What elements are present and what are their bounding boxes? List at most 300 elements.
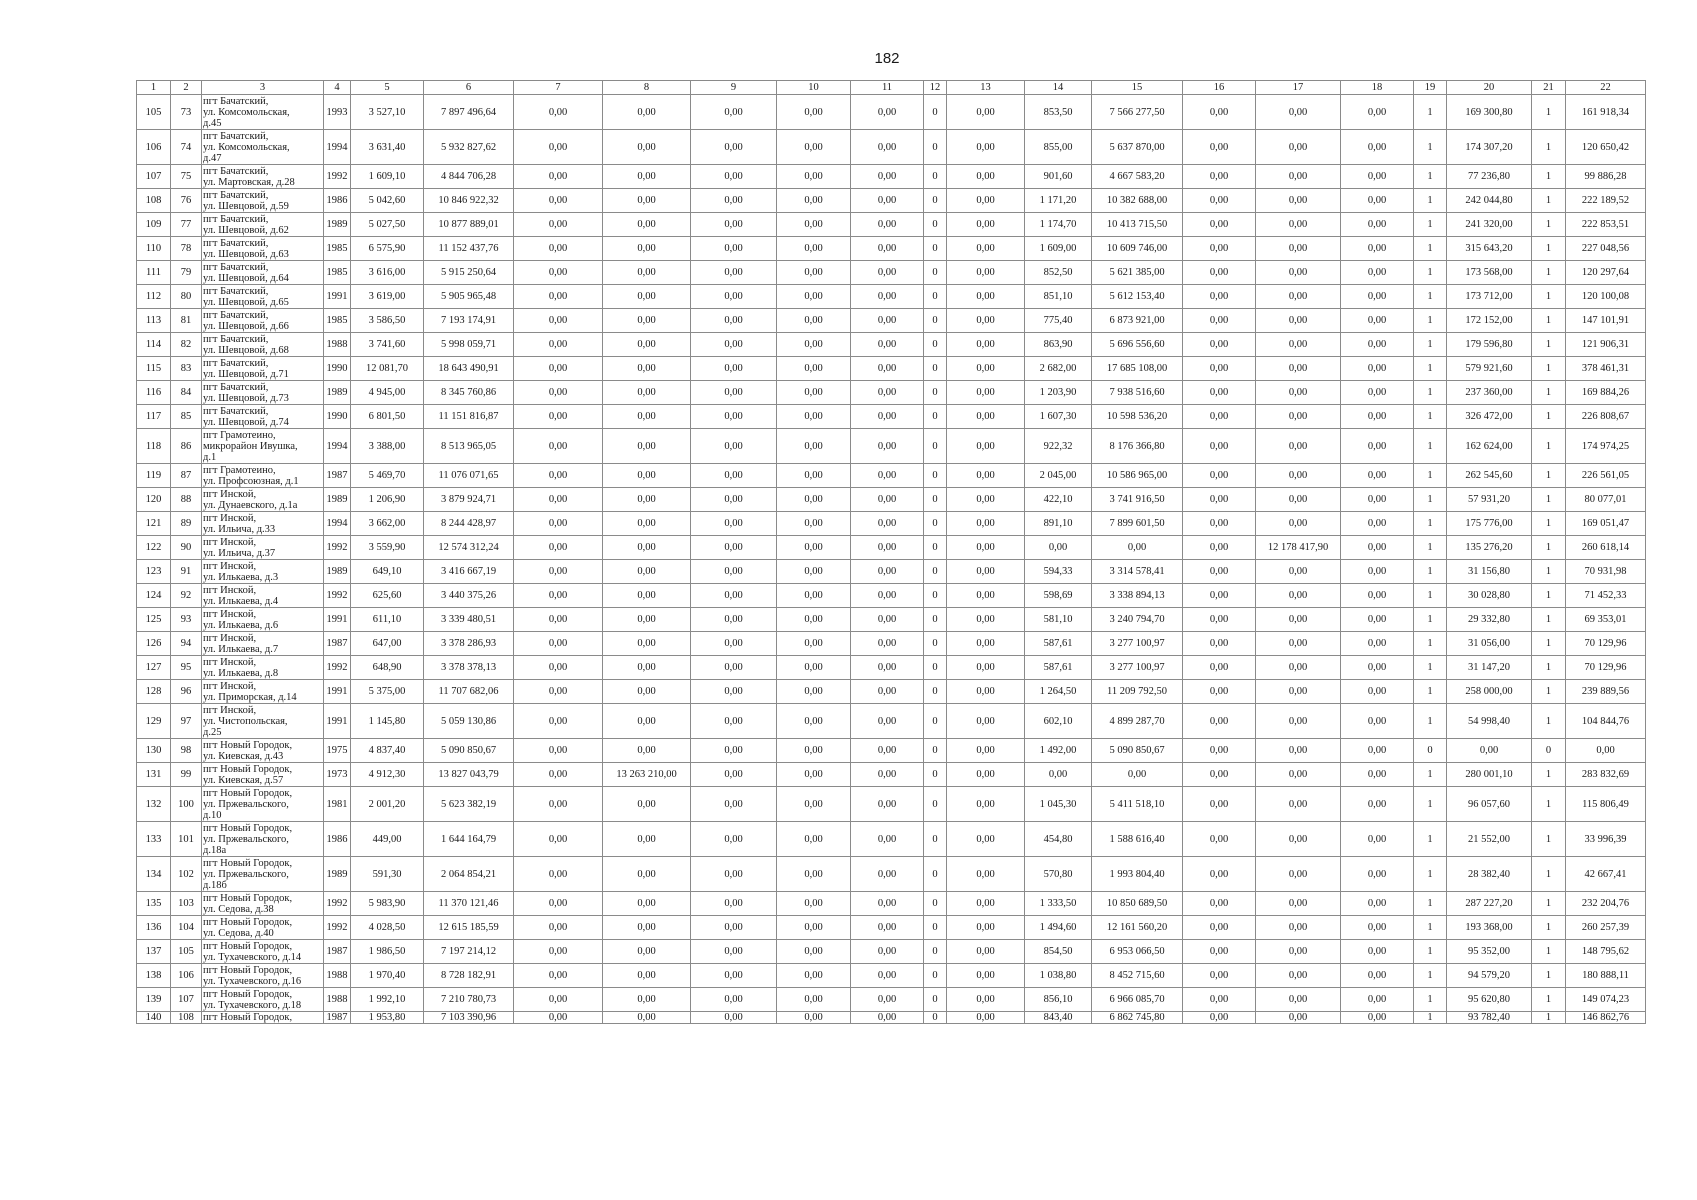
table-cell: 128	[137, 680, 171, 704]
column-header-6: 6	[424, 81, 514, 95]
table-cell: 1	[1414, 892, 1447, 916]
table-cell: 0,00	[947, 608, 1025, 632]
address-cell: пгт Грамотеино, микрорайон Ивушка, д.1	[202, 429, 324, 464]
table-cell: 1989	[324, 857, 351, 892]
table-cell: 7 566 277,50	[1092, 95, 1183, 130]
table-cell: 1991	[324, 608, 351, 632]
table-cell: 1	[1532, 488, 1566, 512]
table-cell: 132	[137, 787, 171, 822]
table-cell: 135 276,20	[1447, 536, 1532, 560]
table-cell: 0	[924, 739, 947, 763]
table-cell: 0	[924, 787, 947, 822]
table-cell: 0,00	[1183, 213, 1256, 237]
table-cell: 0,00	[514, 285, 603, 309]
table-cell: 115 806,49	[1566, 787, 1646, 822]
table-cell: 29 332,80	[1447, 608, 1532, 632]
table-cell: 0,00	[514, 95, 603, 130]
address-cell: пгт Инской, ул. Илькаева, д.4	[202, 584, 324, 608]
table-cell: 0,00	[514, 333, 603, 357]
table-cell: 0,00	[851, 704, 924, 739]
table-cell: 0	[924, 213, 947, 237]
table-row	[137, 632, 1646, 656]
table-row	[137, 656, 1646, 680]
table-cell: 0,00	[1566, 739, 1646, 763]
table-cell: 0,00	[1341, 512, 1414, 536]
table-cell: 76	[171, 189, 202, 213]
table-cell: 1	[1532, 632, 1566, 656]
table-cell: 0,00	[777, 285, 851, 309]
table-cell: 239 889,56	[1566, 680, 1646, 704]
table-cell: 1	[1414, 357, 1447, 381]
table-cell: 649,10	[351, 560, 424, 584]
table-cell: 8 345 760,86	[424, 381, 514, 405]
table-cell: 1994	[324, 429, 351, 464]
table-cell: 5 042,60	[351, 189, 424, 213]
table-cell: 0,00	[1256, 261, 1341, 285]
table-cell: 0,00	[777, 584, 851, 608]
table-cell: 131	[137, 763, 171, 787]
table-cell: 587,61	[1025, 656, 1092, 680]
table-cell: 0,00	[1256, 892, 1341, 916]
table-cell: 0,00	[947, 680, 1025, 704]
table-cell: 0	[924, 165, 947, 189]
table-cell: 0,00	[947, 95, 1025, 130]
table-cell: 101	[171, 822, 202, 857]
table-cell: 611,10	[351, 608, 424, 632]
table-cell: 1	[1532, 1012, 1566, 1024]
table-cell: 4 844 706,28	[424, 165, 514, 189]
table-cell: 0,00	[1341, 940, 1414, 964]
table-cell: 117	[137, 405, 171, 429]
table-cell: 0,00	[851, 536, 924, 560]
table-cell: 12 178 417,90	[1256, 536, 1341, 560]
table-cell: 2 001,20	[351, 787, 424, 822]
table-cell: 3 277 100,97	[1092, 656, 1183, 680]
table-cell: 0,00	[603, 787, 691, 822]
table-cell: 0,00	[603, 213, 691, 237]
table-cell: 1	[1414, 680, 1447, 704]
table-row	[137, 333, 1646, 357]
table-cell: 5 090 850,67	[424, 739, 514, 763]
table-cell: 1991	[324, 704, 351, 739]
table-cell: 0,00	[603, 822, 691, 857]
table-cell: 0,00	[1256, 916, 1341, 940]
table-cell: 0,00	[691, 237, 777, 261]
table-cell: 0,00	[1183, 357, 1256, 381]
table-cell: 0,00	[1341, 787, 1414, 822]
address-cell: пгт Бачатский, ул. Шевцовой, д.63	[202, 237, 324, 261]
table-cell: 5 621 385,00	[1092, 261, 1183, 285]
table-cell: 0	[924, 95, 947, 130]
table-cell: 0,00	[947, 464, 1025, 488]
table-cell: 647,00	[351, 632, 424, 656]
table-cell: 0	[924, 130, 947, 165]
table-cell: 138	[137, 964, 171, 988]
table-cell: 4 899 287,70	[1092, 704, 1183, 739]
column-header-19: 19	[1414, 81, 1447, 95]
table-cell: 54 998,40	[1447, 704, 1532, 739]
table-cell: 0,00	[777, 381, 851, 405]
table-cell: 1	[1414, 787, 1447, 822]
table-cell: 0	[924, 656, 947, 680]
table-cell: 0	[924, 988, 947, 1012]
table-cell: 0,00	[851, 940, 924, 964]
table-cell: 0,00	[1183, 405, 1256, 429]
table-row	[137, 488, 1646, 512]
table-cell: 106	[137, 130, 171, 165]
table-cell: 0,00	[603, 464, 691, 488]
table-cell: 0,00	[514, 261, 603, 285]
table-cell: 84	[171, 381, 202, 405]
table-cell: 0,00	[1256, 213, 1341, 237]
table-cell: 0,00	[947, 964, 1025, 988]
table-cell: 1	[1532, 857, 1566, 892]
table-cell: 0,00	[691, 857, 777, 892]
table-cell: 0,00	[1183, 536, 1256, 560]
table-cell: 0,00	[1256, 988, 1341, 1012]
table-cell: 3 616,00	[351, 261, 424, 285]
address-cell: пгт Бачатский, ул. Шевцовой, д.59	[202, 189, 324, 213]
table-cell: 922,32	[1025, 429, 1092, 464]
table-cell: 169 884,26	[1566, 381, 1646, 405]
table-cell: 0,00	[851, 656, 924, 680]
table-cell: 0,00	[1256, 189, 1341, 213]
table-cell: 10 586 965,00	[1092, 464, 1183, 488]
table-cell: 2 045,00	[1025, 464, 1092, 488]
table-cell: 0,00	[514, 857, 603, 892]
table-cell: 0,00	[777, 892, 851, 916]
table-cell: 1 609,10	[351, 165, 424, 189]
table-cell: 1988	[324, 333, 351, 357]
table-cell: 0,00	[851, 488, 924, 512]
table-cell: 0	[924, 309, 947, 333]
table-cell: 80 077,01	[1566, 488, 1646, 512]
table-cell: 0,00	[691, 916, 777, 940]
table-cell: 0,00	[1256, 1012, 1341, 1024]
table-cell: 0	[924, 285, 947, 309]
table-cell: 0,00	[851, 285, 924, 309]
table-cell: 175 776,00	[1447, 512, 1532, 536]
table-cell: 0,00	[1256, 405, 1341, 429]
table-cell: 625,60	[351, 584, 424, 608]
table-body	[137, 95, 1646, 1024]
address-cell: пгт Новый Городок, ул. Киевская, д.57	[202, 763, 324, 787]
table-cell: 1 206,90	[351, 488, 424, 512]
table-cell: 0	[924, 680, 947, 704]
table-cell: 0,00	[691, 261, 777, 285]
table-cell: 1	[1532, 988, 1566, 1012]
address-cell: пгт Новый Городок,	[202, 1012, 324, 1024]
table-cell: 3 240 794,70	[1092, 608, 1183, 632]
table-cell: 10 846 922,32	[424, 189, 514, 213]
table-cell: 8 513 965,05	[424, 429, 514, 464]
table-cell: 0,00	[603, 512, 691, 536]
table-cell: 1	[1414, 536, 1447, 560]
table-cell: 0,00	[947, 536, 1025, 560]
table-cell: 0,00	[947, 857, 1025, 892]
table-cell: 0,00	[1183, 95, 1256, 130]
table-row	[137, 940, 1646, 964]
table-cell: 1	[1414, 213, 1447, 237]
column-header-4: 4	[324, 81, 351, 95]
table-cell: 0,00	[851, 763, 924, 787]
table-cell: 0	[924, 357, 947, 381]
table-cell: 1	[1532, 381, 1566, 405]
table-cell: 0,00	[1341, 213, 1414, 237]
housing-register-table	[136, 80, 1646, 1024]
table-cell: 5 932 827,62	[424, 130, 514, 165]
table-cell: 0	[924, 608, 947, 632]
table-cell: 135	[137, 892, 171, 916]
table-cell: 12 161 560,20	[1092, 916, 1183, 940]
table-cell: 422,10	[1025, 488, 1092, 512]
table-cell: 5 027,50	[351, 213, 424, 237]
table-cell: 775,40	[1025, 309, 1092, 333]
table-cell: 0,00	[777, 822, 851, 857]
table-cell: 0,00	[1183, 560, 1256, 584]
table-cell: 3 378 286,93	[424, 632, 514, 656]
table-row	[137, 285, 1646, 309]
table-cell: 0	[924, 536, 947, 560]
table-cell: 0,00	[777, 940, 851, 964]
table-cell: 98	[171, 739, 202, 763]
table-cell: 0,00	[603, 237, 691, 261]
address-cell: пгт Новый Городок, ул. Киевская, д.43	[202, 739, 324, 763]
table-cell: 109	[137, 213, 171, 237]
table-cell: 11 370 121,46	[424, 892, 514, 916]
table-cell: 1	[1532, 165, 1566, 189]
table-cell: 0,00	[1256, 357, 1341, 381]
column-header-11: 11	[851, 81, 924, 95]
table-cell: 6 873 921,00	[1092, 309, 1183, 333]
table-cell: 237 360,00	[1447, 381, 1532, 405]
table-cell: 70 129,96	[1566, 656, 1646, 680]
table-cell: 6 966 085,70	[1092, 988, 1183, 1012]
table-row	[137, 357, 1646, 381]
table-cell: 1	[1414, 704, 1447, 739]
table-cell: 33 996,39	[1566, 822, 1646, 857]
table-cell: 13 827 043,79	[424, 763, 514, 787]
table-cell: 0,00	[514, 512, 603, 536]
table-cell: 7 210 780,73	[424, 988, 514, 1012]
table-row	[137, 536, 1646, 560]
table-cell: 85	[171, 405, 202, 429]
table-cell: 10 850 689,50	[1092, 892, 1183, 916]
table-cell: 174 974,25	[1566, 429, 1646, 464]
table-cell: 454,80	[1025, 822, 1092, 857]
table-cell: 0	[924, 488, 947, 512]
address-cell: пгт Новый Городок, ул. Седова, д.38	[202, 892, 324, 916]
table-cell: 0,00	[851, 964, 924, 988]
table-cell: 172 152,00	[1447, 309, 1532, 333]
table-cell: 1	[1532, 680, 1566, 704]
column-header-3: 3	[202, 81, 324, 95]
table-cell: 1989	[324, 560, 351, 584]
table-cell: 0,00	[947, 560, 1025, 584]
table-cell: 0,00	[777, 165, 851, 189]
table-cell: 0,00	[1025, 763, 1092, 787]
table-cell: 0,00	[851, 357, 924, 381]
table-cell: 0,00	[514, 381, 603, 405]
column-header-20: 20	[1447, 81, 1532, 95]
table-cell: 0	[924, 1012, 947, 1024]
table-cell: 0	[924, 916, 947, 940]
table-cell: 0,00	[514, 822, 603, 857]
table-cell: 1	[1532, 309, 1566, 333]
table-cell: 0,00	[851, 429, 924, 464]
table-cell: 0	[924, 405, 947, 429]
address-cell: пгт Бачатский, ул. Шевцовой, д.68	[202, 333, 324, 357]
table-cell: 1	[1532, 560, 1566, 584]
table-cell: 851,10	[1025, 285, 1092, 309]
table-cell: 95 352,00	[1447, 940, 1532, 964]
table-cell: 0	[924, 822, 947, 857]
table-cell: 0,00	[1341, 357, 1414, 381]
table-cell: 0,00	[1341, 405, 1414, 429]
address-cell: пгт Инской, ул. Илькаева, д.7	[202, 632, 324, 656]
table-cell: 0	[1532, 739, 1566, 763]
table-cell: 0,00	[1341, 237, 1414, 261]
table-cell: 0,00	[514, 892, 603, 916]
table-cell: 0,00	[603, 189, 691, 213]
table-cell: 1 145,80	[351, 704, 424, 739]
table-cell: 0	[924, 940, 947, 964]
table-cell: 113	[137, 309, 171, 333]
table-cell: 1	[1414, 656, 1447, 680]
table-cell: 1	[1414, 95, 1447, 130]
table-cell: 169 051,47	[1566, 512, 1646, 536]
table-cell: 0,00	[603, 309, 691, 333]
table-cell: 852,50	[1025, 261, 1092, 285]
table-cell: 0,00	[1183, 822, 1256, 857]
table-cell: 0,00	[1183, 165, 1256, 189]
table-cell: 1	[1532, 787, 1566, 822]
table-cell: 0,00	[1183, 429, 1256, 464]
table-cell: 0,00	[691, 285, 777, 309]
table-cell: 0,00	[1341, 488, 1414, 512]
table-cell: 1 203,90	[1025, 381, 1092, 405]
table-cell: 283 832,69	[1566, 763, 1646, 787]
table-cell: 162 624,00	[1447, 429, 1532, 464]
table-cell: 0,00	[777, 857, 851, 892]
table-cell: 0,00	[603, 916, 691, 940]
table-cell: 0,00	[777, 632, 851, 656]
table-cell: 0,00	[603, 857, 691, 892]
table-cell: 0,00	[691, 189, 777, 213]
table-cell: 0,00	[1341, 536, 1414, 560]
table-cell: 0	[924, 189, 947, 213]
table-cell: 111	[137, 261, 171, 285]
table-cell: 1992	[324, 656, 351, 680]
table-cell: 136	[137, 916, 171, 940]
table-row	[137, 822, 1646, 857]
table-cell: 280 001,10	[1447, 763, 1532, 787]
table-cell: 1987	[324, 464, 351, 488]
table-cell: 0,00	[514, 656, 603, 680]
table-cell: 0,00	[603, 381, 691, 405]
table-cell: 0,00	[1256, 381, 1341, 405]
table-row	[137, 165, 1646, 189]
table-cell: 0,00	[851, 261, 924, 285]
table-cell: 0,00	[603, 988, 691, 1012]
table-cell: 6 862 745,80	[1092, 1012, 1183, 1024]
table-cell: 1	[1532, 357, 1566, 381]
table-cell: 1 171,20	[1025, 189, 1092, 213]
table-cell: 0,00	[603, 285, 691, 309]
table-cell: 1992	[324, 536, 351, 560]
table-cell: 83	[171, 357, 202, 381]
table-row	[137, 608, 1646, 632]
table-cell: 0,00	[691, 608, 777, 632]
table-row	[137, 964, 1646, 988]
table-cell: 0,00	[1341, 988, 1414, 1012]
table-cell: 108	[137, 189, 171, 213]
table-cell: 1	[1532, 536, 1566, 560]
table-cell: 11 209 792,50	[1092, 680, 1183, 704]
table-cell: 863,90	[1025, 333, 1092, 357]
table-row	[137, 213, 1646, 237]
table-cell: 57 931,20	[1447, 488, 1532, 512]
table-cell: 0,00	[691, 560, 777, 584]
table-cell: 1 992,10	[351, 988, 424, 1012]
table-cell: 70 129,96	[1566, 632, 1646, 656]
table-cell: 121 906,31	[1566, 333, 1646, 357]
table-cell: 31 156,80	[1447, 560, 1532, 584]
table-header	[137, 81, 1646, 95]
table-cell: 0,00	[947, 763, 1025, 787]
table-cell: 0,00	[777, 130, 851, 165]
table-cell: 87	[171, 464, 202, 488]
table-cell: 1	[1414, 381, 1447, 405]
table-cell: 262 545,60	[1447, 464, 1532, 488]
table-cell: 1	[1532, 822, 1566, 857]
table-cell: 0,00	[1256, 940, 1341, 964]
table-cell: 0,00	[1256, 560, 1341, 584]
table-cell: 0,00	[777, 988, 851, 1012]
table-cell: 0,00	[1183, 632, 1256, 656]
table-cell: 5 637 870,00	[1092, 130, 1183, 165]
table-cell: 0,00	[1256, 130, 1341, 165]
table-cell: 74	[171, 130, 202, 165]
table-cell: 0	[924, 512, 947, 536]
table-cell: 0,00	[1341, 739, 1414, 763]
table-cell: 31 147,20	[1447, 656, 1532, 680]
table-cell: 79	[171, 261, 202, 285]
table-cell: 0	[924, 464, 947, 488]
table-cell: 0,00	[947, 285, 1025, 309]
table-cell: 1	[1532, 940, 1566, 964]
table-row	[137, 739, 1646, 763]
column-header-13: 13	[947, 81, 1025, 95]
table-row	[137, 988, 1646, 1012]
table-cell: 0,00	[1256, 608, 1341, 632]
table-cell: 4 912,30	[351, 763, 424, 787]
table-cell: 179 596,80	[1447, 333, 1532, 357]
address-cell: пгт Бачатский, ул. Шевцовой, д.62	[202, 213, 324, 237]
table-cell: 891,10	[1025, 512, 1092, 536]
table-cell: 104	[171, 916, 202, 940]
table-cell: 127	[137, 656, 171, 680]
table-cell: 0	[924, 632, 947, 656]
table-cell: 0,00	[1183, 940, 1256, 964]
table-cell: 4 028,50	[351, 916, 424, 940]
table-cell: 10 877 889,01	[424, 213, 514, 237]
table-cell: 0,00	[851, 381, 924, 405]
table-cell: 173 712,00	[1447, 285, 1532, 309]
table-cell: 1	[1532, 237, 1566, 261]
table-cell: 241 320,00	[1447, 213, 1532, 237]
table-cell: 120 650,42	[1566, 130, 1646, 165]
